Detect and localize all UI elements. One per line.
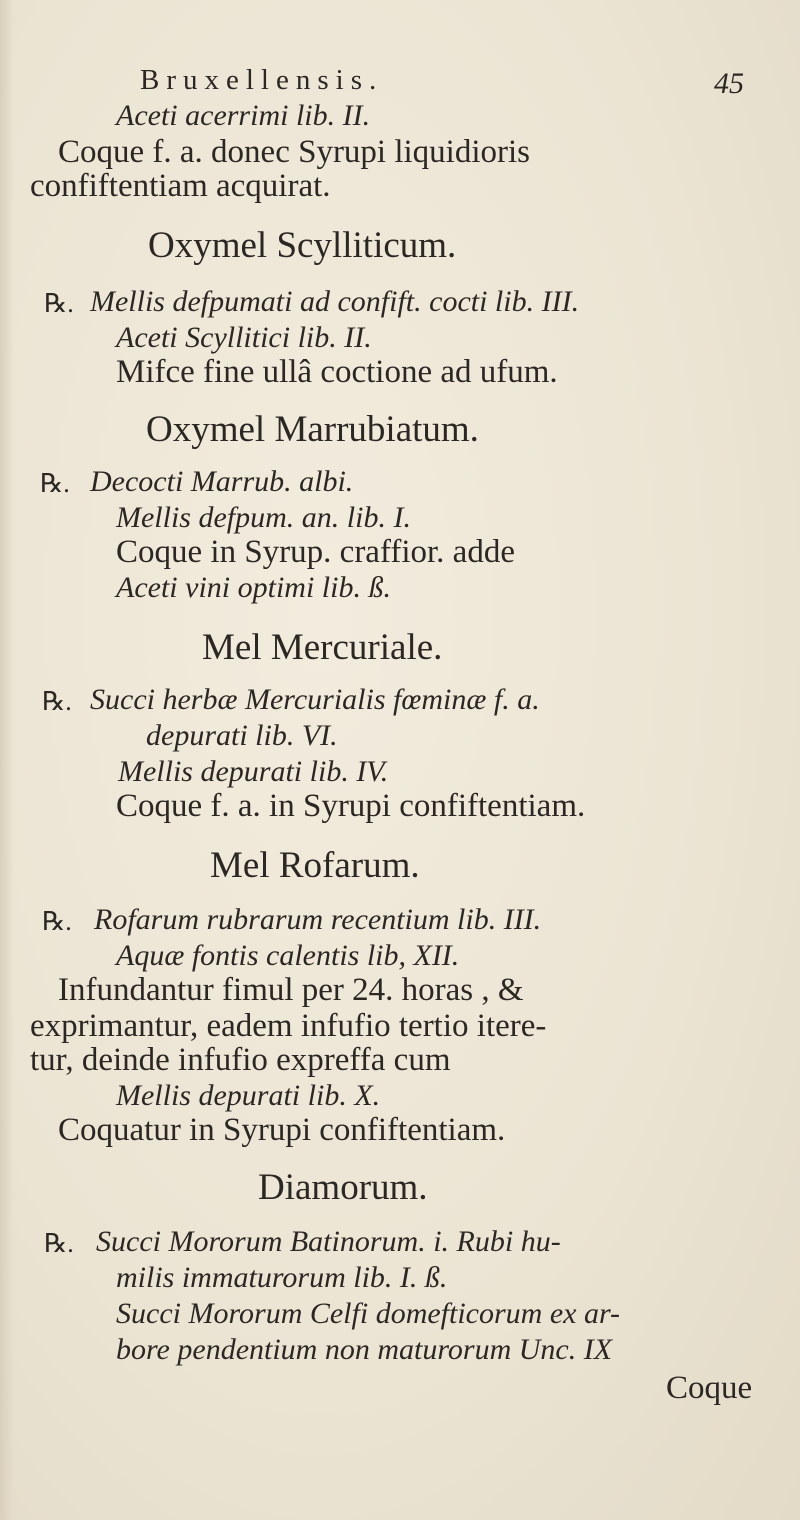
text-line: Coque f. a. in Syrupi confiftentiam. — [116, 788, 586, 824]
page-edge-shadow — [0, 0, 14, 1520]
section-heading: Mel Rofarum. — [210, 845, 420, 886]
text-line: Coquatur in Syrupi confiftentiam. — [58, 1112, 506, 1148]
section-heading: Diamorum. — [258, 1167, 428, 1208]
text-line: depurati lib. VI. — [146, 719, 338, 752]
text-line: Aceti Scyllitici lib. II. — [116, 321, 372, 354]
text-line: Succi Mororum Batinorum. i. Rubi hu- — [96, 1225, 561, 1258]
text-line: Decocti Marrub. albi. — [90, 465, 354, 498]
text-line: exprimantur, eadem infufio tertio itere- — [30, 1008, 547, 1044]
section-heading: Oxymel Scylliticum. — [148, 225, 457, 266]
text-line: Mellis depurati lib. IV. — [118, 755, 389, 788]
recipe-symbol: ℞. — [42, 907, 72, 936]
text-line: Mellis depurati lib. X. — [116, 1079, 381, 1112]
text-line: Mifce fine ullâ coctione ad ufum. — [116, 354, 558, 390]
text-line: milis immaturorum lib. I. ß. — [116, 1261, 448, 1294]
text-line: Rofarum rubrarum recentium lib. III. — [94, 903, 542, 936]
catchword: Coque — [666, 1370, 753, 1406]
text-line: Coque f. a. donec Syrupi liquidioris — [58, 134, 531, 170]
section-heading: Mel Mercuriale. — [202, 627, 443, 668]
text-line: Aquæ fontis calentis lib, XII. — [116, 939, 460, 972]
text-line: Mellis defpumati ad confift. cocti lib. III. — [90, 285, 580, 318]
text-line: Aceti vini optimi lib. ß. — [116, 571, 391, 604]
section-heading: Oxymel Marrubiatum. — [146, 409, 479, 450]
recipe-symbol: ℞. — [44, 289, 74, 318]
text-line: Infundantur fimul per 24. horas , & — [58, 972, 524, 1008]
text-line: confiftentiam acquirat. — [30, 168, 331, 204]
text-line: Succi herbæ Mercurialis fœminæ f. a. — [90, 683, 540, 716]
text-line: Succi Mororum Celfi domefticorum ex ar- — [116, 1297, 621, 1330]
text-line: tur, deinde infufio expreffa cum — [30, 1042, 451, 1078]
text-line: bore pendentium non maturorum Unc. IX — [116, 1333, 613, 1366]
text-line: Aceti acerrimi lib. II. — [116, 99, 371, 132]
page-number: 45 — [714, 67, 744, 100]
recipe-symbol: ℞. — [44, 1229, 74, 1258]
text-line: Mellis defpum. an. lib. I. — [116, 501, 411, 534]
text-line: Coque in Syrup. craffior. adde — [116, 534, 515, 570]
recipe-symbol: ℞. — [42, 687, 72, 716]
recipe-symbol: ℞. — [40, 469, 70, 498]
running-title: Bruxellensis. — [140, 64, 384, 96]
